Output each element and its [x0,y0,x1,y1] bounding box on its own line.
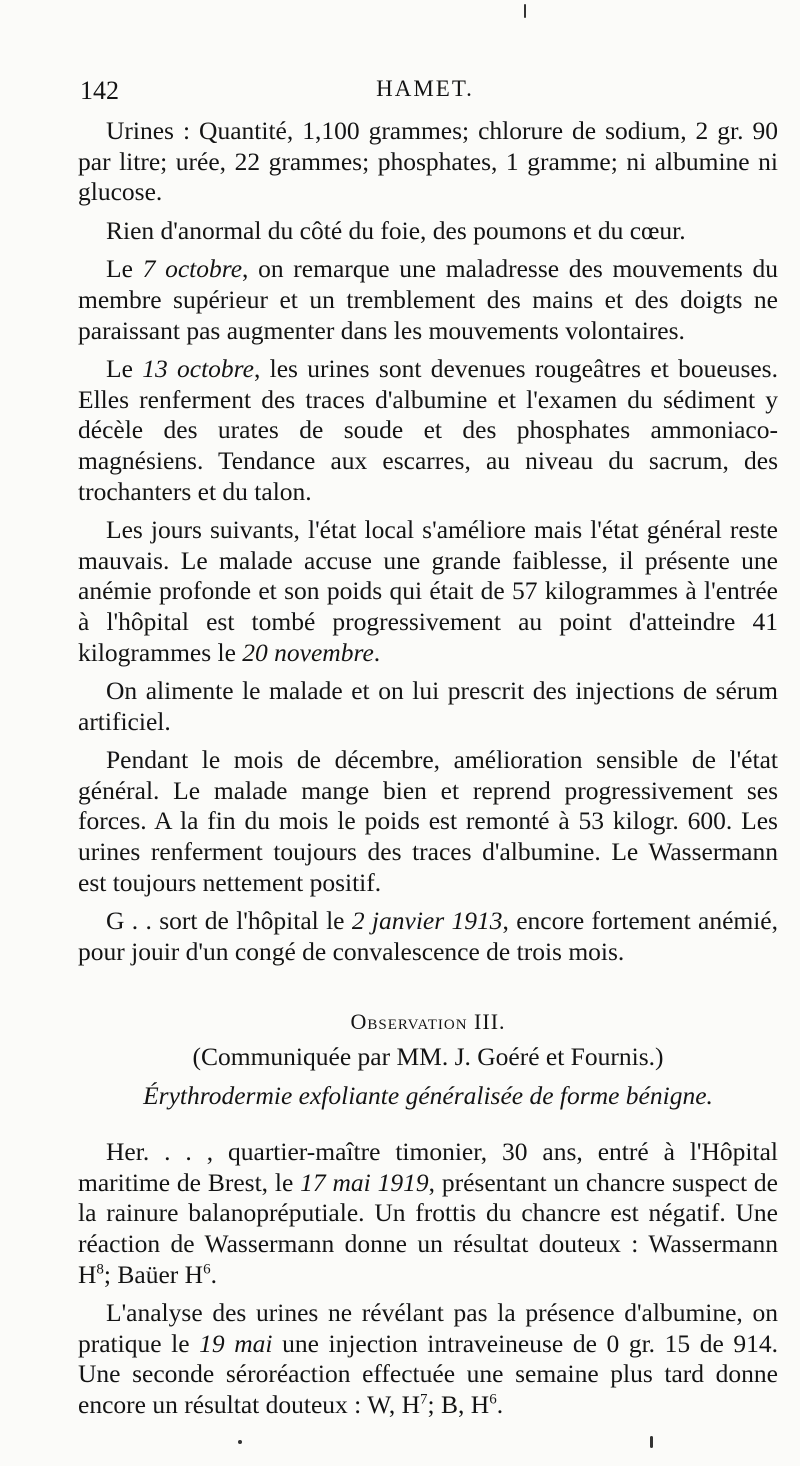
paragraph-jours-suivants: Les jours suivants, l'état local s'améliore mais l'état général reste mauvais. Le malade accuse une grande faiblesse, il présente une anémie profonde et son poids qui était de 57 kilogrammes à l'entrée à l'hôpital est tombé progressivement au point d'atteindre 41 kilogrammes le 20 novembre. [78,515,778,667]
paragraph-decembre: Pendant le mois de décembre, amélioration sensible de l'état général. Le malade mange bien et reprend progressivement ses forces. A la fin du mois le poids est remonté à 53 kilogr. 600. Les urines renferment toujours des traces d'albumine. Le Wassermann est toujours nettement positif. [78,745,778,897]
observation-subtitle: (Communiquée par MM. J. Goéré et Fournis.) [192,1042,664,1072]
scan-speck [524,4,526,18]
scan-speck [238,1440,242,1444]
paragraph-sortie: G . . sort de l'hôpital le 2 janvier 1913, encore fortement anémié, pour jouir d'un congé de convalescence de trois mois. [78,906,779,966]
paragraph-urines: Urines : Quantité, 1,100 grammes; chlorure de sodium, 2 gr. 90 par litre; urée, 22 grammes; phosphates, 1 gramme; ni albumine ni glucose. [78,116,778,207]
page-body [78,116,778,1429]
paragraph-13-octobre: Le 13 octobre, les urines sont devenues rougeâtres et boueuses. Elles renferment des traces d'albumine et l'examen du sédiment y décèle des urates de soude et des phosphates ammoniaco-magnésiens. Tendance aux escarres, au niveau du sacrum, des trochanters et du talon. [78,354,778,506]
page-number: 142 [80,76,119,105]
scan-speck [650,1436,653,1448]
observation-title: Observation III. [350,1009,506,1035]
paragraph-alimentation: On alimente le malade et on lui prescrit des injections de sérum artificiel. [78,676,778,736]
page-header [80,76,770,108]
observation-diagnosis: Érythrodermie exfoliante généralisée de forme bénigne. [143,1080,713,1110]
running-head: HAMET. [376,76,474,101]
paragraph-organs: Rien d'anormal du côté du foie, des poumons et du cœur. [106,215,686,245]
paragraph-7-octobre: Le 7 octobre, on remarque une maladresse des mouvements du membre supérieur et un tremblement des mains et des doigts ne paraissant pas augmenter dans les mouvements volontaires. [78,254,778,345]
paragraph-her: Her. . . , quartier-maître timonier, 30 ans, entré à l'Hôpital maritime de Brest, le 17 mai 1919, présentant un chancre suspect de la rainure balanopréputiale. Un frottis du chancre est négatif. Une réaction de Wassermann donne un résultat douteux : Wassermann $H^8$; Baüer $H^6$. [78,1137,778,1289]
paragraph-analyse: L'analyse des urines ne révélant pas la présence d'albumine, on pratique le 19 mai une injection intraveineuse de 0 gr. 15 de 914. Une seconde séroréaction effectuée une semaine plus tard donne encore un résultat douteux : W, $H^7$; B, $H^6$. [78,1298,778,1419]
